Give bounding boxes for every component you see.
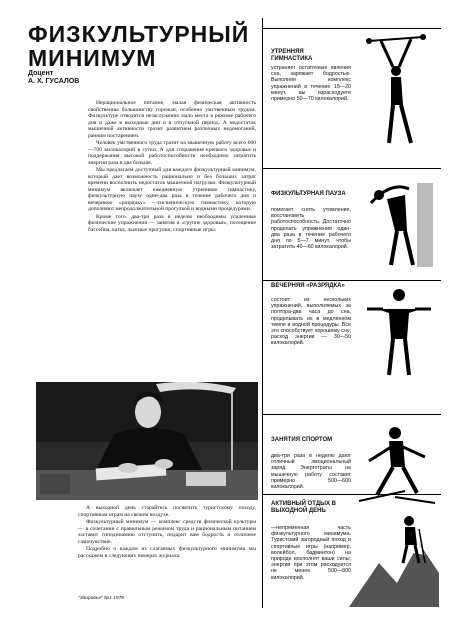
paragraph: А выходной день старайтесь посвятить туристскому походу, спортивным играм на свежем воздухе.: [78, 505, 256, 518]
section-text: два-три раза в неделю дают отличный эмоциональный заряд. Энерготраты на мышечную работу составят примерно 500—600 килокалорий.: [271, 453, 351, 491]
section-text: помогает снять утомление, восстановить работоспособность. Достаточно проделать упражнения один-два раза в течение рабочего дня по 5—7 минут, чтобы затратить 40—60 килокалорий.: [271, 207, 351, 251]
author-name: А. Х. ГУСАЛОВ: [28, 78, 80, 85]
paragraph: Человек умственного труда тратит на мышечную работу всего 600—700 килокалорий в сутки. А для сохранения крепкого здоровья и поддержания высокой работоспособности необходимо затратить энергии раза в два больше.: [88, 140, 256, 166]
section-heading: АКТИВНЫЙ ОТДЫХ В ВЫХОДНОЙ ДЕНЬ: [271, 501, 336, 514]
article-title: [28, 22, 258, 70]
section-active-rest: [263, 494, 441, 607]
title-line-2: МИНИМУМ: [28, 45, 157, 71]
article-body: [88, 100, 256, 368]
author-role: Доцент: [28, 70, 54, 77]
photo-man-at-desk: [36, 382, 258, 500]
paragraph: Физкультурный минимум — комплекс средств физической культуры — в сочетании с правильным режимом труда и рациональным питанием заставит гиподинамию отступить, подарит вам бодрость и отличное самочувствие.: [78, 519, 256, 545]
paragraph: Подробно о каждом из слагаемых физкультурного минимума мы расскажем в следующих номерах журнала.: [78, 546, 256, 559]
section-heading: ВЕЧЕРНЯЯ «РАЗРЯДКА»: [271, 283, 345, 289]
figure-stretching-icon: [361, 31, 431, 151]
paragraph: Кроме того, два-три раза в неделю необходимы усиленные физические упражнения — занятия в «группе здоровья», посещение бассейна, катка, лыжные прогулки, спортивные игры.: [88, 213, 256, 233]
section-text: —непременная часть физкультурного минимума. Туристский загородный поход и спортивные игры (например, волейбол, бадминтон) на природе восполнят ваши силы; энергии при этом расходуется не менее 500—800 килокалорий.: [271, 525, 351, 581]
section-text: состоит из нескольких упражнений, выполняемых за полтора-два часа до сна, проделывать их в медленном темпе и водной процедуры. Все это способствует хорошему сну; расход энергии — 30—50 килокалорий.: [271, 297, 351, 347]
sidebar-column: [262, 18, 441, 608]
section-morning-exercise: [263, 28, 441, 154]
section-evening-relaxation: [263, 280, 441, 381]
section-heading: ЗАНЯТИЯ СПОРТОМ: [271, 437, 333, 443]
title-line-1: ФИЗКУЛЬТУРНЫЙ: [28, 21, 250, 47]
section-heading: ФИЗКУЛЬТУРНАЯ ПАУЗА: [271, 191, 346, 197]
byline: [28, 70, 79, 86]
figure-side-bend-icon: [361, 173, 437, 269]
section-heading: УТРЕННЯЯ ГИМНАСТИКА: [271, 49, 313, 62]
section-fitness-pause: [263, 168, 441, 269]
page-footer: "Здоровье" №1 1978: [78, 596, 124, 601]
article-bottom-text: [78, 505, 256, 590]
figure-dumbbell-icon: [363, 283, 435, 379]
paragraph: Мы предлагаем доступный для каждого физкультурный минимум, который дает возможность рационально и без больших затрат времени восполнить недостаток мышечной нагрузки. Физкультурный минимум включает ежедневную утреннюю гимнастику, физкультурную паузу один-два раза в течение рабочего дня и вечернюю «разрядку» —гигиеническую гимнастику, которую дополняют непродолжительной прогулкой и водными процедурами.: [88, 167, 256, 212]
section-text: устраняет остаточные явления сна, заряжает бодростью. Выполняя комплекс упражнений в течение 15—20 минут, вы израсходуете примерно 50—70 килокалорий.: [271, 65, 351, 103]
paragraph: Нерациональное питание, малая физическая активность свойственны большинству горожан, особенно умственным трудом. Физкультуре отводится незаслуженно мало места в режиме рабочего дня и даже в выходные дни и в отпускной период. А недостаток мышечной активности грозит развитием различных недомоганий, ранним постарением.: [88, 100, 256, 139]
figure-hiking-landscape-icon: [349, 503, 439, 607]
